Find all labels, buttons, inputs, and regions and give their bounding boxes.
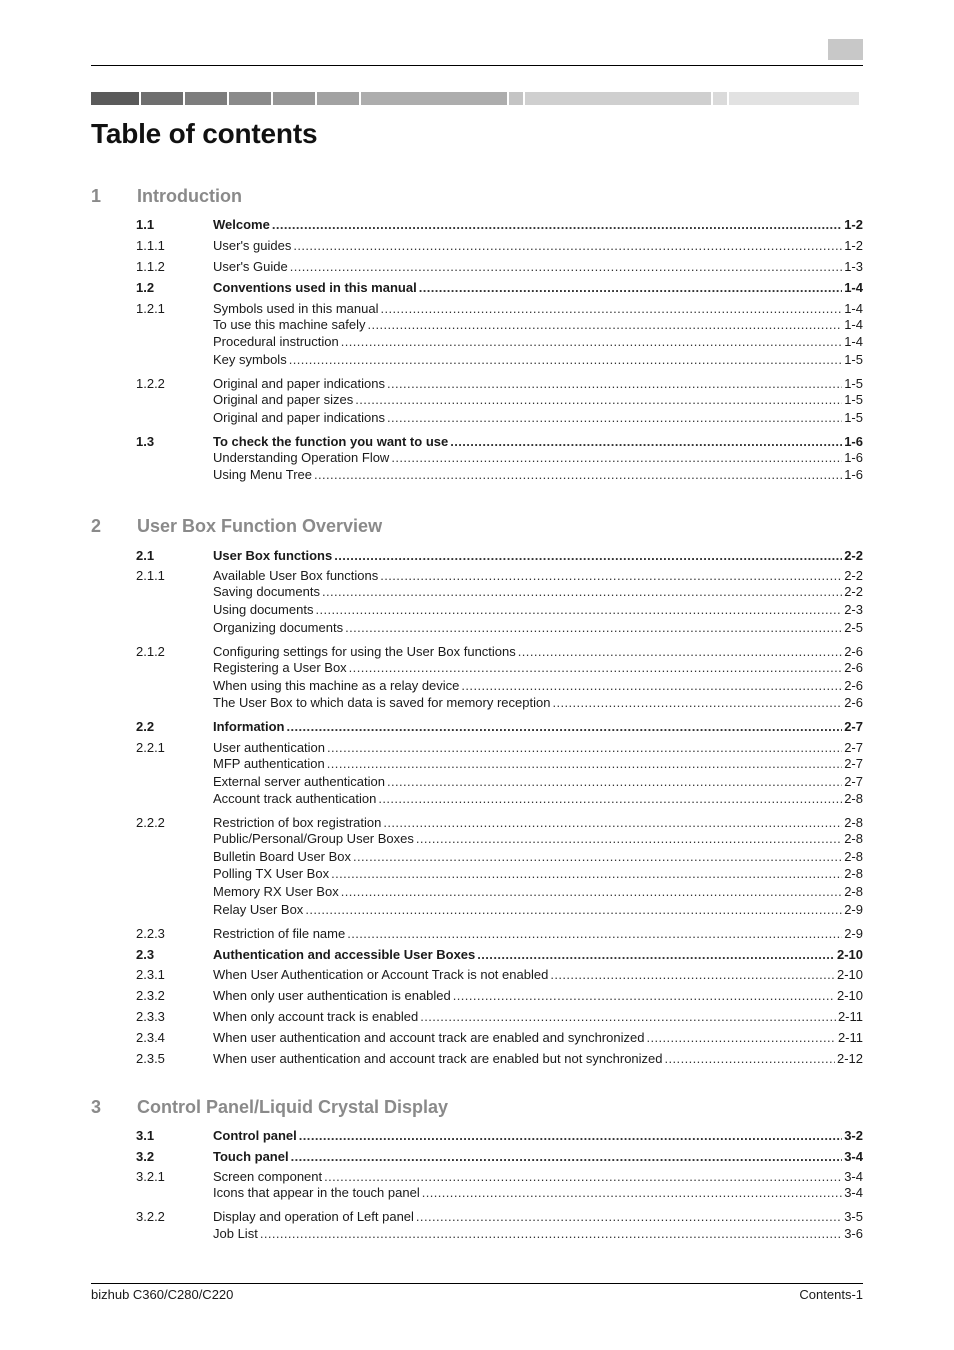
toc-entry-number: 2.3.2 — [136, 988, 165, 1003]
toc-entry-row[interactable] — [136, 659, 863, 676]
toc-dot-leader — [552, 694, 842, 711]
toc-entry-title: Original and paper sizes — [213, 392, 354, 407]
toc-dot-leader — [341, 333, 842, 350]
toc-entry-title: Relay User Box — [213, 902, 304, 917]
toc-dot-leader — [322, 583, 842, 600]
toc-entry-row[interactable] — [136, 830, 863, 847]
toc-entry-row[interactable] — [136, 601, 863, 618]
toc-entry — [213, 216, 863, 233]
toc-entry-row[interactable] — [136, 258, 863, 275]
chapter-number: 3 — [91, 1097, 102, 1117]
toc-entry-row[interactable] — [136, 449, 863, 466]
toc-entry-title: Registering a User Box — [213, 660, 347, 675]
toc-entry-row[interactable] — [136, 567, 863, 584]
toc-entry — [213, 279, 863, 296]
toc-entry-row[interactable] — [136, 901, 863, 918]
toc-entry-number: 1.3 — [136, 434, 155, 449]
toc-entry-page: 3-4 — [844, 1185, 863, 1200]
toc-entry-row[interactable] — [136, 466, 863, 483]
toc-entry — [213, 1029, 863, 1046]
toc-entry — [213, 790, 863, 807]
toc-entry-row[interactable] — [136, 694, 863, 711]
toc-entry — [213, 391, 863, 408]
toc-entry-number: 2.3.1 — [136, 967, 165, 982]
toc-entry-title: Procedural instruction — [213, 334, 339, 349]
toc-entry — [213, 316, 863, 333]
toc-section-row[interactable] — [136, 946, 863, 963]
toc-entry — [213, 433, 863, 450]
toc-entry-title: User authentication — [213, 740, 326, 755]
toc-entry — [213, 739, 863, 756]
toc-entry-page: 3-5 — [844, 1209, 863, 1224]
toc-entry-page: 2-8 — [844, 866, 863, 881]
toc-entry-page: 2-2 — [844, 568, 863, 583]
toc-entry-number: 1.2.2 — [136, 376, 165, 391]
toc-entry — [213, 718, 863, 735]
toc-entry-row[interactable] — [136, 1168, 863, 1185]
toc-dot-leader — [391, 449, 842, 466]
toc-entry-row[interactable] — [136, 391, 863, 408]
toc-dot-leader — [299, 1127, 842, 1144]
toc-entry — [213, 300, 863, 317]
toc-entry-page: 3-6 — [844, 1226, 863, 1241]
toc-entry-row[interactable] — [136, 1050, 863, 1067]
toc-entry-row[interactable] — [136, 1225, 863, 1242]
toc-entry-title: When user authentication and account track are enabled and synchronized — [213, 1030, 645, 1045]
toc-entry — [213, 946, 863, 963]
toc-dot-leader — [380, 567, 842, 584]
toc-dot-leader — [646, 1029, 835, 1046]
toc-entry-number: 2.2.2 — [136, 815, 165, 830]
toc-entry — [213, 466, 863, 483]
toc-entry-page: 2-7 — [844, 756, 863, 771]
toc-entry-page: 1-5 — [844, 410, 863, 425]
page-title: Table of contents — [91, 118, 318, 149]
toc-entry — [213, 773, 863, 790]
header-tab-marker — [828, 39, 863, 60]
toc-entry — [213, 333, 863, 350]
decorative-gradient-band — [91, 92, 863, 105]
toc-entry-title: When User Authentication or Account Track is not enabled — [213, 967, 549, 982]
toc-entry-row[interactable] — [136, 1008, 863, 1025]
toc-entry-row[interactable] — [136, 333, 863, 350]
toc-entry-row[interactable] — [136, 1208, 863, 1225]
toc-entry-title: Symbols used in this manual — [213, 301, 379, 316]
toc-entry-title: Using documents — [213, 602, 314, 617]
toc-entry-title: Bulletin Board User Box — [213, 849, 352, 864]
toc-entry-row[interactable] — [136, 351, 863, 368]
toc-entry-number: 2.1 — [136, 548, 155, 563]
toc-entry-page: 2-9 — [844, 902, 863, 917]
toc-entry-title: Polling TX User Box — [213, 866, 330, 881]
toc-entry-row[interactable] — [136, 966, 863, 983]
toc-entry — [213, 1127, 863, 1144]
toc-entry — [213, 987, 863, 1004]
toc-dot-leader — [378, 790, 842, 807]
toc-section-row[interactable] — [136, 1127, 863, 1144]
toc-entry-page: 1-6 — [844, 467, 863, 482]
toc-entry — [213, 848, 863, 865]
toc-entry-row[interactable] — [136, 1029, 863, 1046]
toc-entry-title: Control panel — [213, 1128, 297, 1143]
toc-entry-title: Original and paper indications — [213, 376, 385, 391]
toc-entry-row[interactable] — [136, 409, 863, 426]
toc-dot-leader — [260, 1225, 842, 1242]
toc-entry-page: 1-5 — [844, 352, 863, 367]
toc-section-row[interactable] — [136, 1148, 863, 1165]
toc-entry-title: Welcome — [213, 217, 270, 232]
toc-dot-leader — [272, 216, 842, 233]
toc-entry-number: 3.2 — [136, 1149, 155, 1164]
toc-entry-number: 2.2.1 — [136, 740, 165, 755]
toc-dot-leader — [477, 946, 835, 963]
footer-product-name: bizhub C360/C280/C220 — [91, 1287, 234, 1302]
toc-entry-number: 2.2 — [136, 719, 155, 734]
toc-entry-title: Conventions used in this manual — [213, 280, 417, 295]
toc-entry-title: When using this machine as a relay device — [213, 678, 460, 693]
toc-entry-row[interactable] — [136, 790, 863, 807]
toc-dot-leader — [383, 814, 842, 831]
toc-entry-number: 2.3.5 — [136, 1051, 165, 1066]
toc-entry-page: 1-5 — [844, 392, 863, 407]
toc-entry-page: 2-10 — [836, 988, 863, 1003]
footer-rule — [91, 1283, 863, 1284]
toc-entry-row[interactable] — [136, 865, 863, 882]
toc-dot-leader — [349, 659, 843, 676]
toc-dot-leader — [422, 1184, 842, 1201]
toc-entry-row[interactable] — [136, 848, 863, 865]
toc-entry-number: 3.1 — [136, 1128, 155, 1143]
toc-entry-page: 3-4 — [844, 1149, 863, 1164]
toc-entry — [213, 883, 863, 900]
toc-entry — [213, 1184, 863, 1201]
toc-entry-page: 1-2 — [844, 238, 863, 253]
toc-entry-title: External server authentication — [213, 774, 385, 789]
toc-entry-row[interactable] — [136, 773, 863, 790]
toc-entry — [213, 966, 863, 983]
toc-entry-page: 1-4 — [844, 334, 863, 349]
toc-dot-leader — [347, 925, 842, 942]
toc-dot-leader — [416, 830, 842, 847]
toc-entry-number: 3.2.2 — [136, 1209, 165, 1224]
toc-entry-page: 2-12 — [836, 1051, 863, 1066]
toc-entry-row[interactable] — [136, 883, 863, 900]
toc-entry-page: 2-11 — [837, 1030, 863, 1045]
toc-entry-page: 2-2 — [844, 548, 863, 563]
toc-entry-number: 3.2.1 — [136, 1169, 165, 1184]
toc-entry-page: 2-11 — [837, 1009, 863, 1024]
toc-entry-page: 2-7 — [844, 740, 863, 755]
toc-entry-page: 1-4 — [844, 280, 863, 295]
toc-entry — [213, 901, 863, 918]
toc-entry-page: 2-6 — [844, 695, 863, 710]
toc-entry — [213, 601, 863, 618]
toc-entry-page: 2-5 — [844, 620, 863, 635]
toc-entry-title: Memory RX User Box — [213, 884, 339, 899]
toc-entry-page: 3-4 — [844, 1169, 863, 1184]
toc-entry-title: Saving documents — [213, 584, 320, 599]
toc-entry-title: User's Guide — [213, 259, 288, 274]
toc-entry-number: 1.2.1 — [136, 301, 165, 316]
toc-entry — [213, 1050, 863, 1067]
toc-entry-title: Organizing documents — [213, 620, 344, 635]
toc-dot-leader — [387, 375, 842, 392]
toc-dot-leader — [353, 848, 842, 865]
toc-entry-page: 2-8 — [844, 849, 863, 864]
toc-entry-page: 2-7 — [844, 719, 863, 734]
toc-entry — [213, 925, 863, 942]
toc-entry — [213, 755, 863, 772]
toc-entry-page: 2-8 — [844, 815, 863, 830]
toc-entry-number: 1.2 — [136, 280, 155, 295]
toc-dot-leader — [291, 1148, 843, 1165]
toc-dot-leader — [518, 643, 842, 660]
toc-dot-leader — [387, 773, 842, 790]
toc-entry-row[interactable] — [136, 375, 863, 392]
toc-entry — [213, 258, 863, 275]
toc-entry-title: Touch panel — [213, 1149, 289, 1164]
toc-entry — [213, 1008, 863, 1025]
toc-dot-leader — [334, 547, 842, 564]
toc-entry — [213, 677, 863, 694]
toc-entry-page: 3-2 — [844, 1128, 863, 1143]
toc-dot-leader — [453, 987, 835, 1004]
toc-entry-title: When only user authentication is enabled — [213, 988, 451, 1003]
toc-entry — [213, 659, 863, 676]
toc-entry-title: Public/Personal/Group User Boxes — [213, 831, 414, 846]
toc-entry-row[interactable] — [136, 316, 863, 333]
toc-entry-title: Using Menu Tree — [213, 467, 312, 482]
toc-entry — [213, 694, 863, 711]
toc-dot-leader — [419, 279, 843, 296]
toc-entry-page: 2-6 — [844, 660, 863, 675]
toc-entry-title: Key symbols — [213, 352, 287, 367]
toc-entry-title: Account track authentication — [213, 791, 377, 806]
toc-dot-leader — [355, 391, 842, 408]
toc-entry-title: The User Box to which data is saved for memory reception — [213, 695, 551, 710]
toc-entry-page: 2-10 — [836, 967, 863, 982]
toc-dot-leader — [450, 433, 842, 450]
toc-entry-row[interactable] — [136, 643, 863, 660]
toc-dot-leader — [331, 865, 842, 882]
toc-dot-leader — [665, 1050, 835, 1067]
toc-entry — [213, 567, 863, 584]
chapter-title: Introduction — [137, 186, 242, 206]
toc-dot-leader — [327, 755, 842, 772]
toc-entry-number: 1.1.1 — [136, 238, 165, 253]
toc-entry — [213, 547, 863, 564]
toc-entry-row[interactable] — [136, 739, 863, 756]
toc-entry-number: 2.3.4 — [136, 1030, 165, 1045]
toc-entry-title: Available User Box functions — [213, 568, 379, 583]
toc-dot-leader — [289, 351, 843, 368]
toc-entry-title: Restriction of box registration — [213, 815, 382, 830]
toc-entry — [213, 375, 863, 392]
chapter-number: 2 — [91, 516, 102, 536]
toc-entry-page: 2-10 — [836, 947, 863, 962]
toc-dot-leader — [380, 300, 842, 317]
toc-entry — [213, 583, 863, 600]
toc-entry — [213, 643, 863, 660]
toc-entry-page: 2-8 — [844, 831, 863, 846]
toc-entry-page: 1-4 — [844, 301, 863, 316]
toc-entry-title: Screen component — [213, 1169, 323, 1184]
toc-entry-row[interactable] — [136, 583, 863, 600]
toc-dot-leader — [324, 1168, 842, 1185]
toc-entry-title: Icons that appear in the touch panel — [213, 1185, 420, 1200]
toc-entry-title: To check the function you want to use — [213, 434, 449, 449]
toc-entry-number: 2.3 — [136, 947, 155, 962]
toc-entry-page: 2-8 — [844, 884, 863, 899]
toc-entry — [213, 1168, 863, 1185]
toc-dot-leader — [305, 901, 842, 918]
toc-entry — [213, 409, 863, 426]
toc-entry-page: 1-6 — [844, 450, 863, 465]
toc-entry-title: User's guides — [213, 238, 292, 253]
toc-entry-row[interactable] — [136, 237, 863, 254]
toc-section-row[interactable] — [136, 433, 863, 450]
toc-entry — [213, 351, 863, 368]
toc-entry-row[interactable] — [136, 755, 863, 772]
toc-entry-title: Original and paper indications — [213, 410, 385, 425]
chapter-title: Control Panel/Liquid Crystal Display — [137, 1097, 449, 1117]
toc-entry — [213, 865, 863, 882]
toc-dot-leader — [327, 739, 842, 756]
toc-entry-page: 1-4 — [844, 317, 863, 332]
toc-dot-leader — [387, 409, 842, 426]
header-rule — [91, 65, 863, 66]
toc-entry — [213, 830, 863, 847]
toc-entry-number: 1.1 — [136, 217, 155, 232]
toc-entry-title: When user authentication and account track are enabled but not synchronized — [213, 1051, 663, 1066]
toc-entry-title: Information — [213, 719, 285, 734]
toc-dot-leader — [315, 601, 842, 618]
toc-entry-page: 1-6 — [844, 434, 863, 449]
toc-entry-title: Configuring settings for using the User Box functions — [213, 644, 516, 659]
toc-entry-page: 1-3 — [844, 259, 863, 274]
toc-entry-title: Display and operation of Left panel — [213, 1209, 414, 1224]
toc-entry-row[interactable] — [136, 1184, 863, 1201]
toc-entry-title: To use this machine safely — [213, 317, 366, 332]
toc-entry-title: When only account track is enabled — [213, 1009, 419, 1024]
toc-dot-leader — [290, 258, 842, 275]
toc-dot-leader — [367, 316, 842, 333]
toc-entry-page: 2-7 — [844, 774, 863, 789]
toc-entry-number: 2.1.2 — [136, 644, 165, 659]
toc-section-row[interactable] — [136, 279, 863, 296]
toc-entry — [213, 1208, 863, 1225]
toc-dot-leader — [461, 677, 842, 694]
toc-entry — [213, 449, 863, 466]
toc-entry-number: 2.2.3 — [136, 926, 165, 941]
toc-dot-leader — [345, 619, 842, 636]
toc-dot-leader — [314, 466, 842, 483]
toc-entry — [213, 1225, 863, 1242]
toc-entry-row[interactable] — [136, 619, 863, 636]
toc-dot-leader — [550, 966, 835, 983]
toc-entry-row[interactable] — [136, 987, 863, 1004]
toc-dot-leader — [293, 237, 842, 254]
toc-entry-title: User Box functions — [213, 548, 333, 563]
toc-entry-number: 2.1.1 — [136, 568, 165, 583]
toc-section-row[interactable] — [136, 718, 863, 735]
toc-entry-title: MFP authentication — [213, 756, 325, 771]
toc-entry-row[interactable] — [136, 300, 863, 317]
toc-entry-page: 2-3 — [844, 602, 863, 617]
toc-entry-title: Job List — [213, 1226, 258, 1241]
footer-page-number: Contents-1 — [799, 1287, 863, 1302]
toc-entry-number: 2.3.3 — [136, 1009, 165, 1024]
toc-entry-page: 1-2 — [844, 217, 863, 232]
toc-entry-page: 2-8 — [844, 791, 863, 806]
toc-entry-page: 2-9 — [844, 926, 863, 941]
toc-entry — [213, 237, 863, 254]
toc-entry-row[interactable] — [136, 677, 863, 694]
toc-section-row[interactable] — [136, 216, 863, 233]
toc-entry-page: 2-6 — [844, 644, 863, 659]
chapter-title: User Box Function Overview — [137, 516, 383, 536]
toc-entry — [213, 619, 863, 636]
toc-entry-title: Understanding Operation Flow — [213, 450, 390, 465]
toc-dot-leader — [420, 1008, 836, 1025]
toc-entry-page: 1-5 — [844, 376, 863, 391]
toc-entry — [213, 814, 863, 831]
toc-entry-row[interactable] — [136, 814, 863, 831]
chapter-number: 1 — [91, 186, 102, 206]
toc-entry-title: Restriction of file name — [213, 926, 346, 941]
toc-entry-title: Authentication and accessible User Boxes — [213, 947, 476, 962]
toc-dot-leader — [341, 883, 843, 900]
toc-entry-number: 1.1.2 — [136, 259, 165, 274]
toc-entry-row[interactable] — [136, 925, 863, 942]
toc-entry-page: 2-2 — [844, 584, 863, 599]
toc-dot-leader — [416, 1208, 842, 1225]
toc-dot-leader — [287, 718, 843, 735]
toc-entry-page: 2-6 — [844, 678, 863, 693]
toc-entry — [213, 1148, 863, 1165]
toc-section-row[interactable] — [136, 547, 863, 564]
